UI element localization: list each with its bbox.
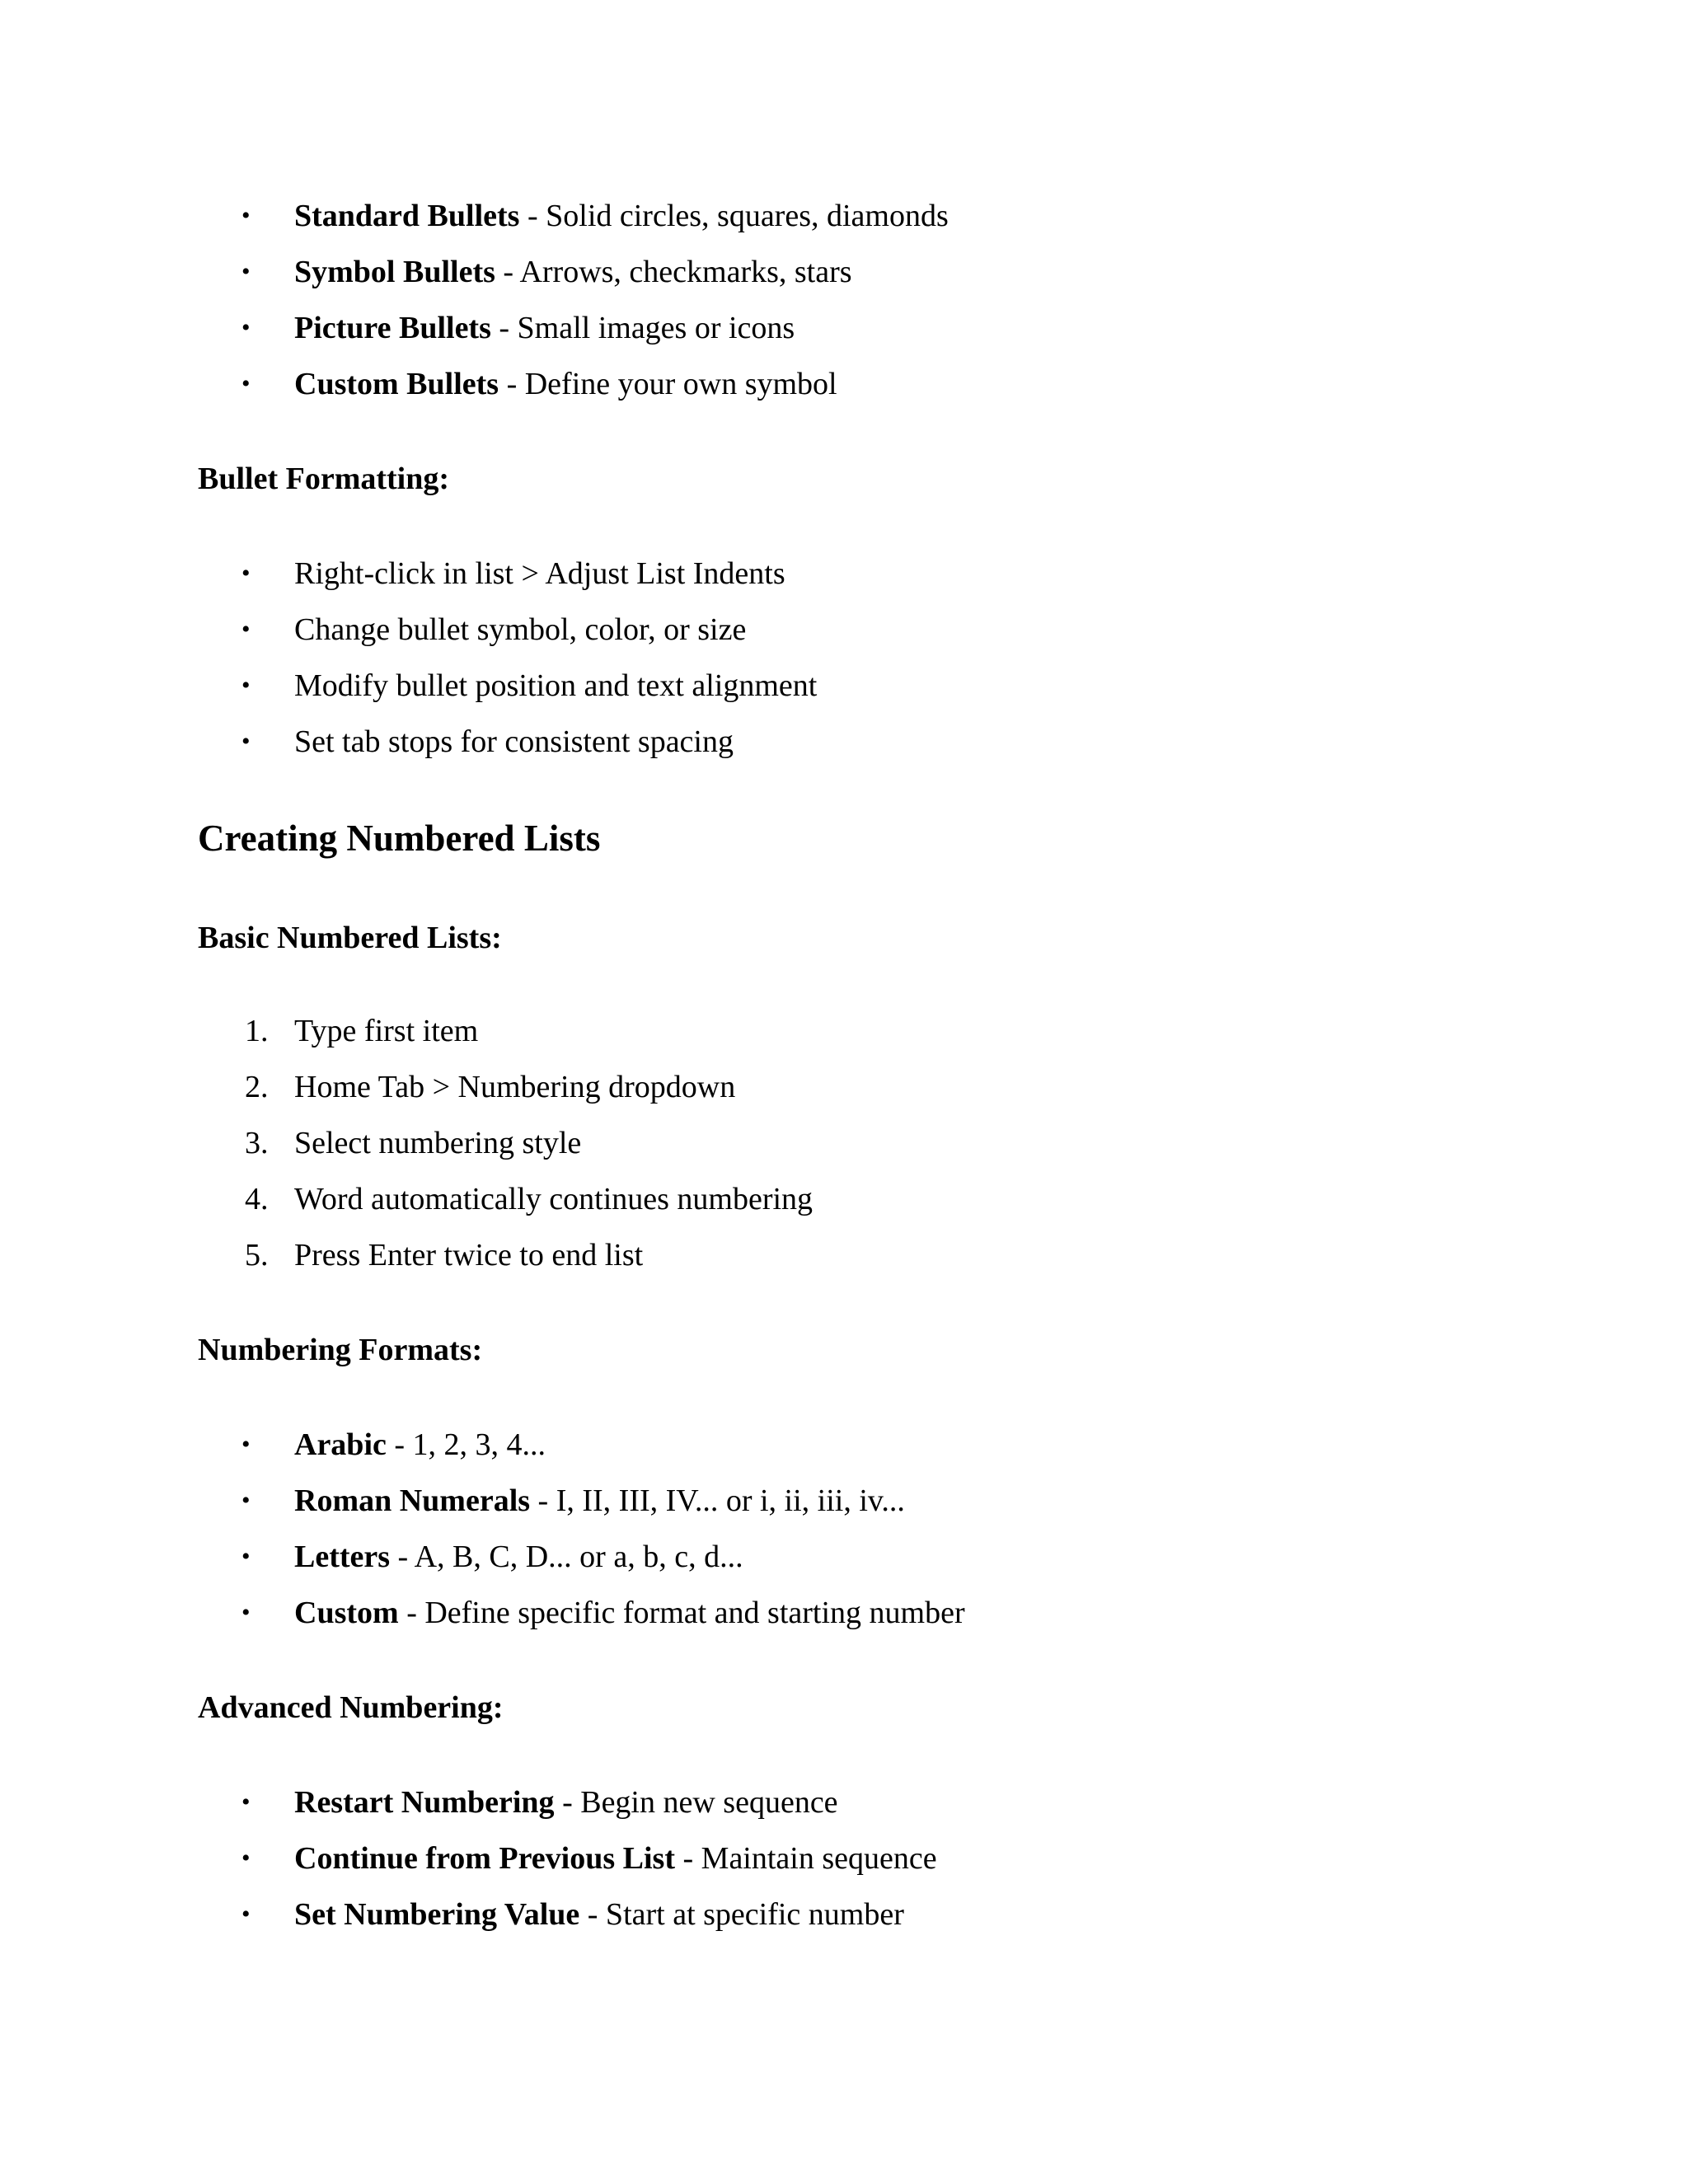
list-item-desc: - Start at specific number [579, 1897, 904, 1932]
bullet-marker: • [241, 258, 251, 285]
bullet-marker: • [241, 370, 251, 397]
section-title: Creating Numbered Lists [198, 818, 601, 859]
list-item-desc: - Begin new sequence [554, 1785, 838, 1820]
bullet-marker: • [241, 202, 251, 229]
list-item-term: Set Numbering Value [294, 1897, 580, 1932]
list-item-term: Restart Numbering [294, 1785, 555, 1820]
list-number: 5. [245, 1238, 269, 1272]
bullet-marker: • [241, 1431, 251, 1458]
bullet-marker: • [241, 314, 251, 341]
bullet-marker: • [241, 672, 251, 699]
list-item-text: Set tab stops for consistent spacing [294, 724, 734, 759]
bullet-marker: • [241, 1543, 251, 1570]
list-number: 2. [245, 1070, 269, 1104]
list-item-term: Arabic [294, 1427, 387, 1462]
list-item-desc: - Small images or icons [490, 311, 795, 345]
list-item-term: Symbol Bullets [294, 255, 495, 289]
list-item-text: Change bullet symbol, color, or size [294, 612, 747, 647]
list-number: 4. [245, 1182, 269, 1216]
bullet-marker: • [241, 560, 251, 587]
list-item-desc: - Maintain sequence [675, 1841, 937, 1876]
list-item-term: Custom [294, 1596, 399, 1630]
bullet-marker: • [241, 1788, 251, 1816]
list-item-text: Home Tab > Numbering dropdown [294, 1070, 736, 1104]
list-item-text: Type first item [294, 1014, 479, 1048]
list-item-desc: - Arrows, checkmarks, stars [495, 255, 852, 289]
list-item-term: Letters [294, 1540, 391, 1574]
list-item-text: Word automatically continues numbering [294, 1182, 814, 1216]
bullet-marker: • [241, 728, 251, 755]
advanced-numbering-heading: Advanced Numbering: [198, 1690, 504, 1725]
list-item-text: Modify bullet position and text alignment [294, 668, 818, 703]
bullet-marker: • [241, 1900, 251, 1928]
list-item-desc: - 1, 2, 3, 4... [386, 1427, 546, 1462]
list-item-term: Picture Bullets [294, 311, 491, 345]
list-item-text: Press Enter twice to end list [294, 1238, 644, 1272]
list-item-desc: - Define specific format and starting number [398, 1596, 965, 1630]
list-number: 1. [245, 1014, 269, 1048]
bullet-marker: • [241, 616, 251, 643]
numbering-formats-heading: Numbering Formats: [198, 1333, 483, 1367]
list-number: 3. [245, 1126, 269, 1160]
list-item-term: Custom Bullets [294, 367, 499, 401]
bullet-marker: • [241, 1844, 251, 1872]
list-item-desc: - A, B, C, D... or a, b, c, d... [390, 1540, 743, 1574]
list-item-term: Continue from Previous List [294, 1841, 675, 1876]
list-item-desc: - Solid circles, squares, diamonds [519, 199, 949, 233]
list-item-text: Select numbering style [294, 1126, 582, 1160]
bullet-marker: • [241, 1599, 251, 1626]
bullet-formatting-heading: Bullet Formatting: [198, 462, 450, 496]
list-item-desc: - I, II, III, IV... or i, ii, iii, iv... [530, 1483, 905, 1518]
list-item-desc: - Define your own symbol [499, 367, 837, 401]
basic-numbered-heading: Basic Numbered Lists: [198, 921, 502, 955]
list-item-term: Roman Numerals [294, 1483, 531, 1518]
list-item-term: Standard Bullets [294, 199, 520, 233]
list-item-text: Right-click in list > Adjust List Indents [294, 556, 785, 591]
bullet-marker: • [241, 1487, 251, 1514]
